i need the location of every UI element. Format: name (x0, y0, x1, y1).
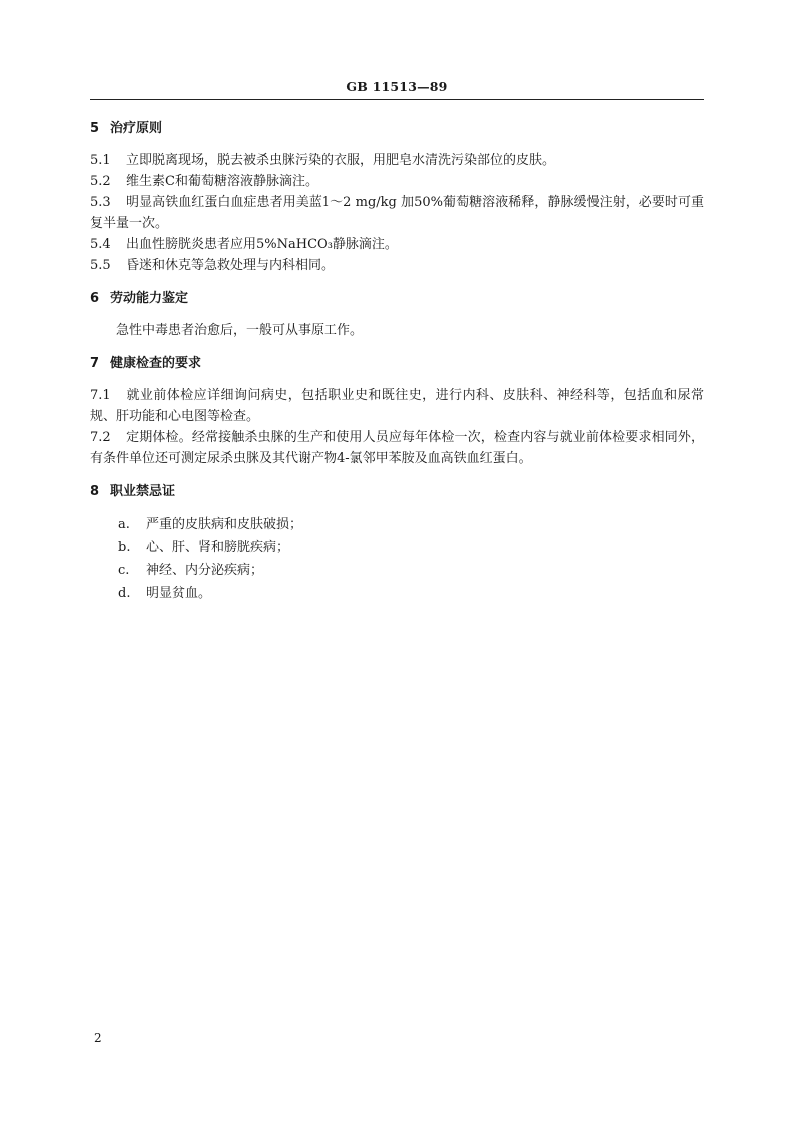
section-6-heading (90, 288, 704, 310)
contraindication-item (118, 536, 704, 559)
clause-number: 5.3 (90, 195, 111, 210)
section-8-heading (90, 481, 704, 503)
clause-number: 5.1 (90, 153, 111, 168)
section-number: 6 (90, 291, 100, 306)
clause-5-5 (90, 255, 704, 276)
list-text: 神经、内分泌疾病； (146, 563, 264, 578)
clause-text: 明显高铁血红蛋白血症患者用美蓝1～2 mg/kg 加50%葡萄糖溶液稀释，静脉缓慢注射，必要时可重复半量一次。 (90, 195, 704, 231)
header-divider (90, 99, 704, 100)
clause-5-3 (90, 192, 704, 234)
section-number: 8 (90, 484, 100, 499)
section-7-heading (90, 353, 704, 375)
clause-text: 昏迷和休克等急救处理与内科相同。 (126, 258, 335, 273)
contraindication-item (118, 559, 704, 582)
clause-7-2 (90, 427, 704, 469)
clause-text: 出血性膀胱炎患者应用5%NaHCO₃静脉滴注。 (126, 237, 398, 252)
list-marker: d. (118, 586, 131, 601)
clause-number: 5.2 (90, 174, 111, 189)
clause-text: 维生素C和葡萄糖溶液静脉滴注。 (126, 174, 318, 189)
list-marker: c. (118, 563, 130, 578)
clause-text: 就业前体检应详细询问病史，包括职业史和既往史，进行内科、皮肤科、神经科等，包括血和尿常规、肝功能和心电图等检查。 (90, 388, 704, 424)
document-code-header: GB 11513—89 (346, 79, 448, 94)
section-title: 治疗原则 (110, 121, 163, 136)
clause-5-2 (90, 171, 704, 192)
clause-text: 立即脱离现场，脱去被杀虫脒污染的衣服，用肥皂水清洗污染部位的皮肤。 (126, 153, 556, 168)
clause-number: 5.4 (90, 237, 111, 252)
clause-number: 7.1 (90, 388, 111, 403)
clause-text: 定期体检。经常接触杀虫脒的生产和使用人员应每年体检一次，检查内容与就业前体检要求相同外，有条件单位还可测定尿杀虫脒及其代谢产物4-氯邻甲苯胺及血高铁血红蛋白。 (90, 430, 704, 466)
list-text: 严重的皮肤病和皮肤破损； (146, 517, 303, 532)
section-title: 健康检查的要求 (110, 356, 202, 371)
section-6-paragraph: 急性中毒患者治愈后，一般可从事原工作。 (116, 323, 364, 338)
list-text: 心、肝、肾和膀胱疾病； (146, 540, 290, 555)
document-body (90, 118, 704, 605)
section-title: 劳动能力鉴定 (110, 291, 189, 306)
clause-7-1 (90, 385, 704, 427)
clause-number: 5.5 (90, 258, 111, 273)
page-number: 2 (94, 1031, 102, 1045)
clause-5-1 (90, 150, 704, 171)
list-marker: b. (118, 540, 131, 555)
contraindication-item (118, 582, 704, 605)
section-5-heading (90, 118, 704, 140)
section-number: 7 (90, 356, 100, 371)
section-title: 职业禁忌证 (110, 484, 176, 499)
list-marker: a. (118, 517, 130, 532)
section-number: 5 (90, 121, 100, 136)
clause-number: 7.2 (90, 430, 111, 445)
list-text: 明显贫血。 (146, 586, 212, 601)
clause-5-4 (90, 234, 704, 255)
contraindication-item (118, 513, 704, 536)
